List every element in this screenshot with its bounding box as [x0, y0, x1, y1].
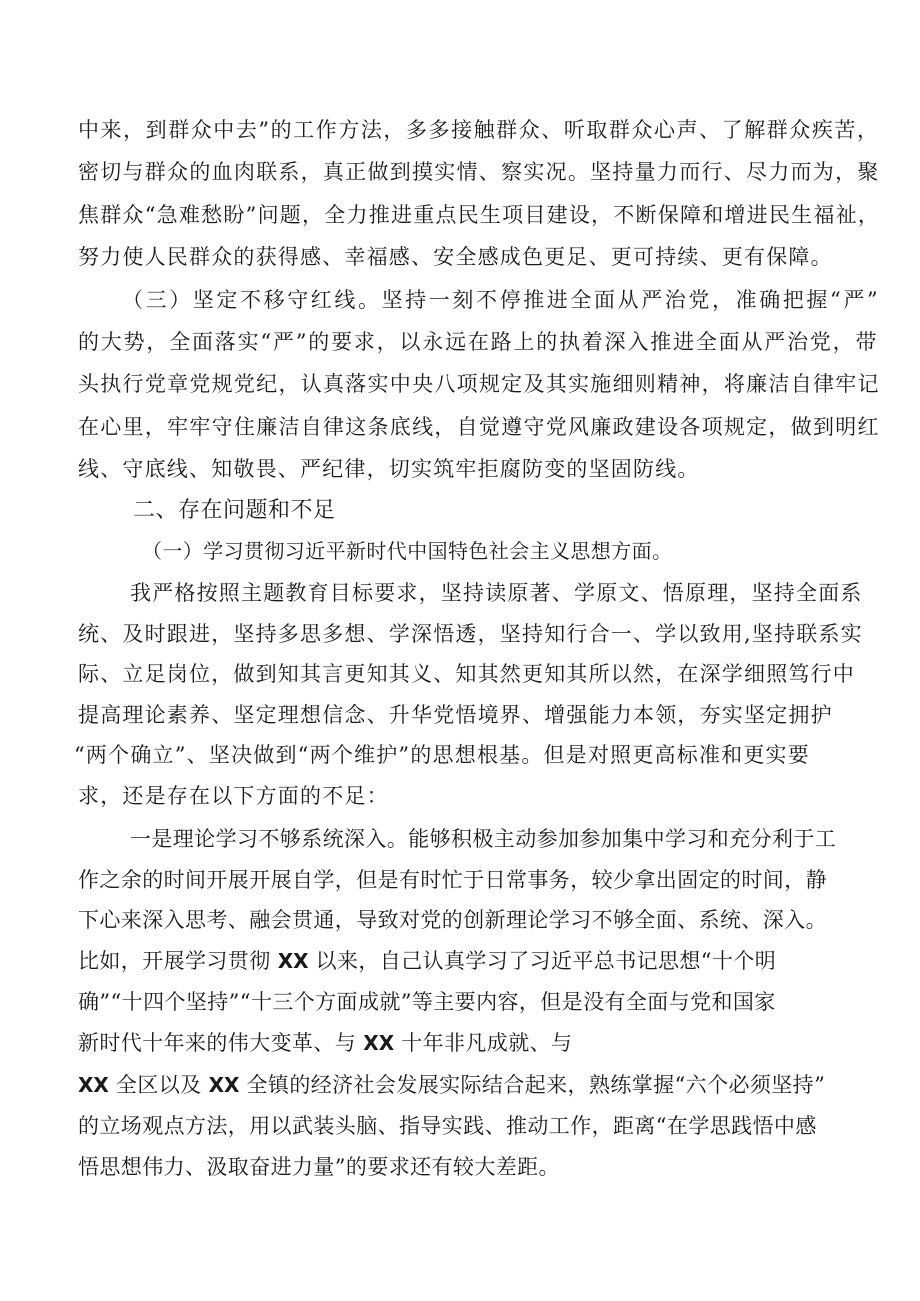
- paragraph-line: 提高理论素养、坚定理想信念、升华党悟境界、增强能力本领，夯实坚定拥护: [78, 703, 833, 727]
- paragraph-line: 焦群众“急难愁盼”问题，全力推进重点民生项目建设，不断保障和增进民生福祉，: [78, 203, 881, 227]
- paragraph-line: 的立场观点方法，用以武装头脑、指导实践、推动工作，距离“在学思践悟中感: [78, 1114, 817, 1138]
- line-text: 全镇的经济社会发展实际结合起来，熟练掌握“六个必须坚持”: [246, 1073, 826, 1097]
- paragraph-line: 确”“十四个坚持”“十三个方面成就”等主要内容，但是没有全面与党和国家: [78, 990, 776, 1014]
- paragraph-line: 线、守底线、知敬畏、严纪律，切实筑牢拒腐防变的坚固防线。: [78, 457, 700, 481]
- placeholder-xx: XX: [78, 1073, 109, 1097]
- paragraph-line: 悟思想伟力、汲取奋进力量”的要求还有较大差距。: [78, 1155, 560, 1179]
- paragraph-line: 的大势，全面落实“严”的要求，以永远在路上的执着深入推进全面从严治党，带: [78, 330, 879, 354]
- paragraph-line: [78, 1071, 825, 1099]
- line-text: 新时代十年来的伟大变革、与: [78, 1031, 357, 1055]
- paragraph-line: （三）坚定不移守红线。坚持一刻不停推进全面从严治党，准确把握“严”: [122, 288, 881, 312]
- line-text: 十年非凡成就、与: [401, 1031, 573, 1055]
- line-text: 比如，开展学习贯彻: [78, 949, 271, 973]
- paragraph-line: 我严格按照主题教育目标要求，坚持读原著、学原文、悟原理，坚持全面系: [130, 581, 863, 605]
- section-heading: 二、存在问题和不足: [133, 498, 336, 523]
- paragraph-line: 努力使人民群众的获得感、幸福感、安全感成色更足、更可持续、更有保障。: [78, 245, 833, 269]
- paragraph-line: 头执行党章党规党纪，认真落实中央八项规定及其实施细则精神，将廉洁自律牢记: [78, 372, 880, 396]
- line-text: 全区以及: [115, 1073, 202, 1097]
- paragraph-line: [78, 947, 776, 975]
- line-text: 以来，自己认真学习了习近平总书记思想“十个明: [315, 949, 777, 973]
- paragraph-line: 密切与群众的血肉联系，真正做到摸实情、察实况。坚持量力而行、尽力而为，聚: [78, 160, 880, 184]
- paragraph-line: 一是理论学习不够系统深入。能够积极主动参加参加集中学习和充分利于工: [130, 827, 837, 851]
- placeholder-xx: XX: [277, 949, 309, 973]
- paragraph-line: 中来，到群众中去”的工作方法，多多接触群众、听取群众心声、了解群众疾苦，: [78, 118, 880, 142]
- paragraph-line: [78, 1029, 572, 1057]
- placeholder-xx: XX: [363, 1031, 395, 1055]
- paragraph-line: 际、立足岗位，做到知其言更知其义、知其然更知其所以然，在深学细照笃行中: [78, 662, 855, 686]
- placeholder-xx: XX: [208, 1073, 240, 1097]
- paragraph-line: 在心里，牢牢守住廉洁自律这条底线，自觉遵守党风廉政建设各项规定，做到明红: [78, 415, 880, 439]
- paragraph-line: 统、及时跟进，坚持多思多想、学深悟透，坚持知行合一、学以致用,坚持联系实: [78, 622, 863, 646]
- paragraph-line: 作之余的时间开展开展自学，但是有时忙于日常事务，较少拿出固定的时间，静: [78, 868, 827, 892]
- subsection-heading: （一）学习贯彻习近平新时代中国特色社会主义思想方面。: [142, 539, 673, 563]
- paragraph-line: 下心来深入思考、融会贯通，导致对党的创新理论学习不够全面、系统、深入。: [78, 908, 827, 932]
- paragraph-line: 求，还是存在以下方面的不足：: [78, 784, 389, 808]
- paragraph-line: “两个确立”、坚决做到“两个维护”的思想根基。但是对照更高标准和更实要: [74, 743, 810, 767]
